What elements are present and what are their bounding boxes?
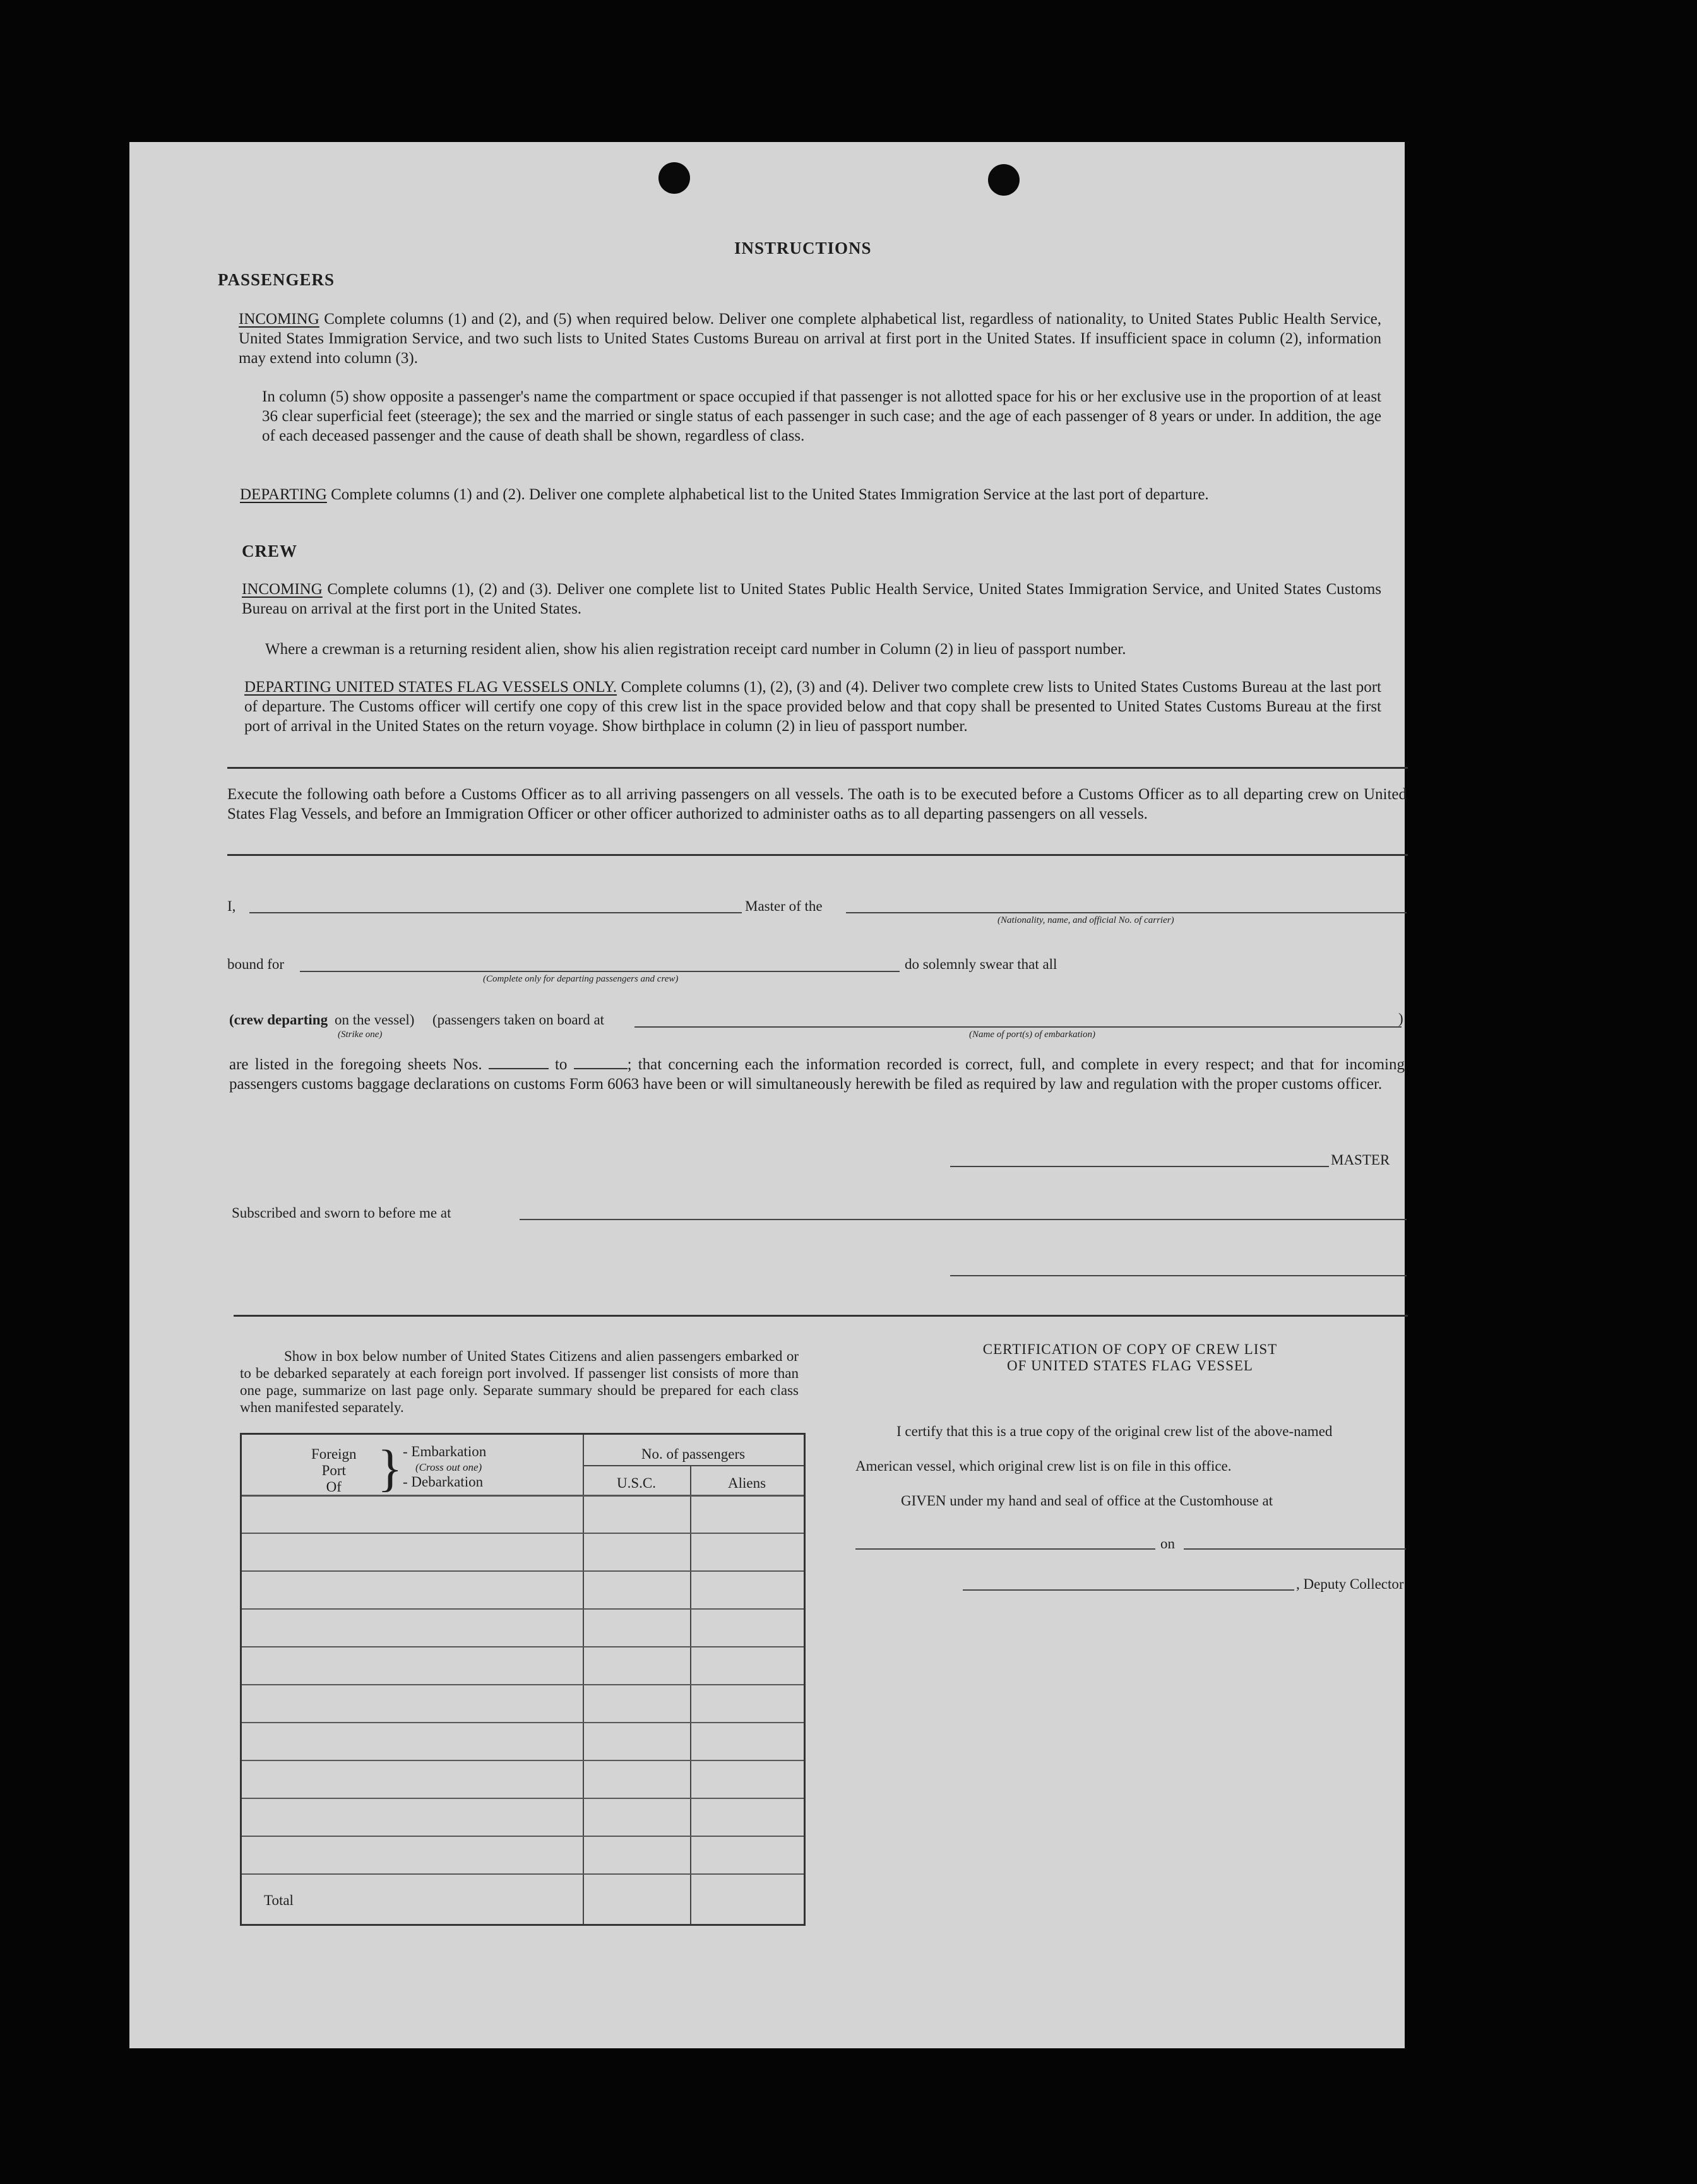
header-bottom-rule — [242, 1495, 804, 1497]
total-label: Total — [264, 1892, 294, 1908]
crew-departing-text: Complete columns (1), (2), (3) and (4). Deliver two complete crew lists to United States Customs Bureau at the last port of departure. The Customs officer will certify one copy of this crew list in the space provided below and that copy shall be presented to United States Customs Bureau at the first port of arrival in the United States on the return voyage. Show birthplace in column (2) in lieu of passport number. — [244, 679, 1381, 735]
table-row — [242, 1722, 804, 1723]
passengers-incoming-label: INCOMING — [239, 311, 319, 328]
oath-i-label: I, — [227, 898, 236, 914]
subscribed-label: Subscribed and sworn to before me at — [232, 1205, 451, 1221]
crew-incoming-label: INCOMING — [242, 581, 323, 598]
officer-signature-field[interactable] — [950, 1275, 1407, 1276]
on-label: on — [1160, 1536, 1175, 1552]
passengers-incoming-text: Complete columns (1) and (2), and (5) when required below. Deliver one complete alphabetical list, regardless of nationality, to United States Public Health Service, United States Immigration Service, and two such lists to United States Customs Bureau on arrival at first port in the United States. If insufficient space in column (2), information may extend into column (3). — [239, 311, 1382, 367]
listed-rest: ; that concerning each the information recorded is correct, full, and complete in every respect; and that for incoming passengers customs baggage declarations on customs Form 6063 have been or will simultaneously herewith be filed as required by law and regulation with the proper customs officer. — [229, 1056, 1405, 1093]
listed-label: are listed in the foregoing sheets Nos. — [229, 1056, 482, 1073]
passengers-heading: PASSENGERS — [218, 270, 335, 289]
debarkation-label: - Debarkation — [403, 1474, 484, 1490]
passenger-summary-table — [240, 1433, 806, 1926]
column5-paragraph: In column (5) show opposite a passenger's name the compartment or space occupied if that passenger is not allotted space for his or her exclusive use in the proportion of at least 36 clear superficial feet (steerage); the sex and the married or single status of each passenger in such case; and the age of each passenger of 8 years or under. In addition, the age of each deceased passenger and the cause of death shall be shown, regardless of class. — [262, 388, 1381, 444]
customhouse-field[interactable] — [855, 1548, 1155, 1550]
master-signature-field[interactable] — [950, 1166, 1329, 1167]
aliens-header: Aliens — [727, 1475, 766, 1491]
deputy-collector-label: , Deputy Collector — [1296, 1576, 1404, 1592]
table-row — [242, 1646, 804, 1647]
crew-incoming-paragraph — [242, 579, 1381, 619]
crew-heading: CREW — [242, 542, 298, 561]
table-row — [242, 1533, 804, 1534]
brace-glyph: } — [378, 1439, 403, 1497]
divider-bottom — [227, 854, 1408, 856]
oath-listed-paragraph — [229, 1054, 1405, 1094]
embarkation-label: - Embarkation — [403, 1444, 487, 1459]
crewman-paragraph: Where a crewman is a returning resident alien, show his alien registration receipt card number in Column (2) in lieu of passport number. — [265, 641, 1126, 658]
oath-instructions: Execute the following oath before a Customs Officer as to all arriving passengers on all vessels. The oath is to be executed before a Customs Officer as to all departing crew on United States Flag Vessels, and before an Immigration Officer or other officer authorized to administer oaths as to all departing passengers on all vessels. — [227, 786, 1407, 822]
certification-title-line2: OF UNITED STATES FLAG VESSEL — [1007, 1358, 1253, 1374]
nationality-caption: (Nationality, name, and official No. of carrier) — [997, 915, 1174, 925]
port-text: Port — [321, 1463, 346, 1478]
bound-for-field[interactable] — [300, 971, 900, 972]
bound-for-label: bound for — [227, 956, 285, 972]
table-row — [242, 1570, 804, 1572]
passengers-departing-label: DEPARTING — [240, 486, 327, 503]
crew-departing-label: (crew departing — [229, 1012, 328, 1028]
page-title: INSTRUCTIONS — [734, 239, 872, 258]
sheet-to-field[interactable] — [574, 1054, 628, 1069]
carrier-field[interactable] — [846, 912, 1407, 913]
foreign-port-of-label — [311, 1446, 357, 1495]
given-line: GIVEN under my hand and seal of office at the Customhouse at — [901, 1493, 1273, 1509]
table-row — [242, 1608, 804, 1610]
usc-header: U.S.C. — [617, 1475, 656, 1491]
section-divider — [234, 1315, 1408, 1317]
certification-title — [855, 1341, 1405, 1374]
on-vessel-label: on the vessel) — [335, 1012, 415, 1028]
table-divider-usc — [690, 1465, 691, 1924]
port-embarkation-field[interactable] — [634, 1026, 1402, 1028]
crew-departing-paragraph — [244, 677, 1381, 736]
header-subrule — [583, 1465, 804, 1466]
master-name-field[interactable] — [249, 912, 742, 913]
divider-top — [227, 767, 1408, 769]
deputy-signature-field[interactable] — [963, 1589, 1294, 1591]
crew-incoming-text: Complete columns (1), (2) and (3). Deliver one complete list to United States Public Health Service, United States Immigration Service, and United States Customs Bureau on arrival at the first port in the United States. — [242, 581, 1382, 617]
table-row — [242, 1684, 804, 1685]
certification-title-line1: CERTIFICATION OF COPY OF CREW LIST — [982, 1341, 1278, 1357]
master-of-label: Master of the — [745, 898, 823, 914]
punch-hole-left — [658, 162, 690, 194]
certify-line2: American vessel, which original crew list is on file in this office. — [855, 1458, 1232, 1474]
subscribed-place-field[interactable] — [520, 1219, 1407, 1220]
passengers-departing-paragraph — [240, 485, 1381, 504]
table-divider-port — [583, 1435, 584, 1924]
foreign-text: Foreign — [311, 1446, 357, 1462]
oath-close-paren: ) — [1398, 1011, 1403, 1026]
port-caption: (Name of port(s) of embarkation) — [969, 1030, 1095, 1040]
master-label: MASTER — [1331, 1152, 1390, 1168]
summary-intro: Show in box below number of United States Citizens and alien passengers embarked or to be debarked separately at each foreign port involved. If passenger list consists of more than one page, summarize on last page only. Separate summary should be prepared for each class when manifested separately. — [240, 1348, 799, 1415]
passengers-taken-label: (passengers taken on board at — [432, 1012, 605, 1028]
of-text: Of — [326, 1479, 342, 1495]
no-passengers-header: No. of passengers — [641, 1446, 746, 1462]
complete-only-caption: (Complete only for departing passengers and crew) — [483, 974, 679, 984]
passengers-incoming-paragraph — [239, 309, 1381, 368]
certify-line1: I certify that this is a true copy of the original crew list of the above-named — [896, 1423, 1333, 1439]
table-row — [242, 1798, 804, 1799]
swear-label: do solemnly swear that all — [905, 956, 1057, 972]
strike-caption: (Strike one) — [338, 1030, 383, 1040]
passengers-departing-text: Complete columns (1) and (2). Deliver one complete alphabetical list to the United States Immigration Service at the last port of departure. — [331, 486, 1209, 503]
cross-out-caption: (Cross out one) — [415, 1461, 482, 1473]
document-page — [129, 142, 1405, 2048]
table-row — [242, 1760, 804, 1761]
sheet-from-field[interactable] — [489, 1054, 549, 1069]
table-row — [242, 1873, 804, 1875]
punch-hole-right — [988, 164, 1020, 196]
to-label: to — [554, 1056, 568, 1073]
date-field[interactable] — [1184, 1548, 1406, 1550]
table-row — [242, 1836, 804, 1837]
crew-departing-label: DEPARTING UNITED STATES FLAG VESSELS ONLY. — [244, 679, 617, 696]
